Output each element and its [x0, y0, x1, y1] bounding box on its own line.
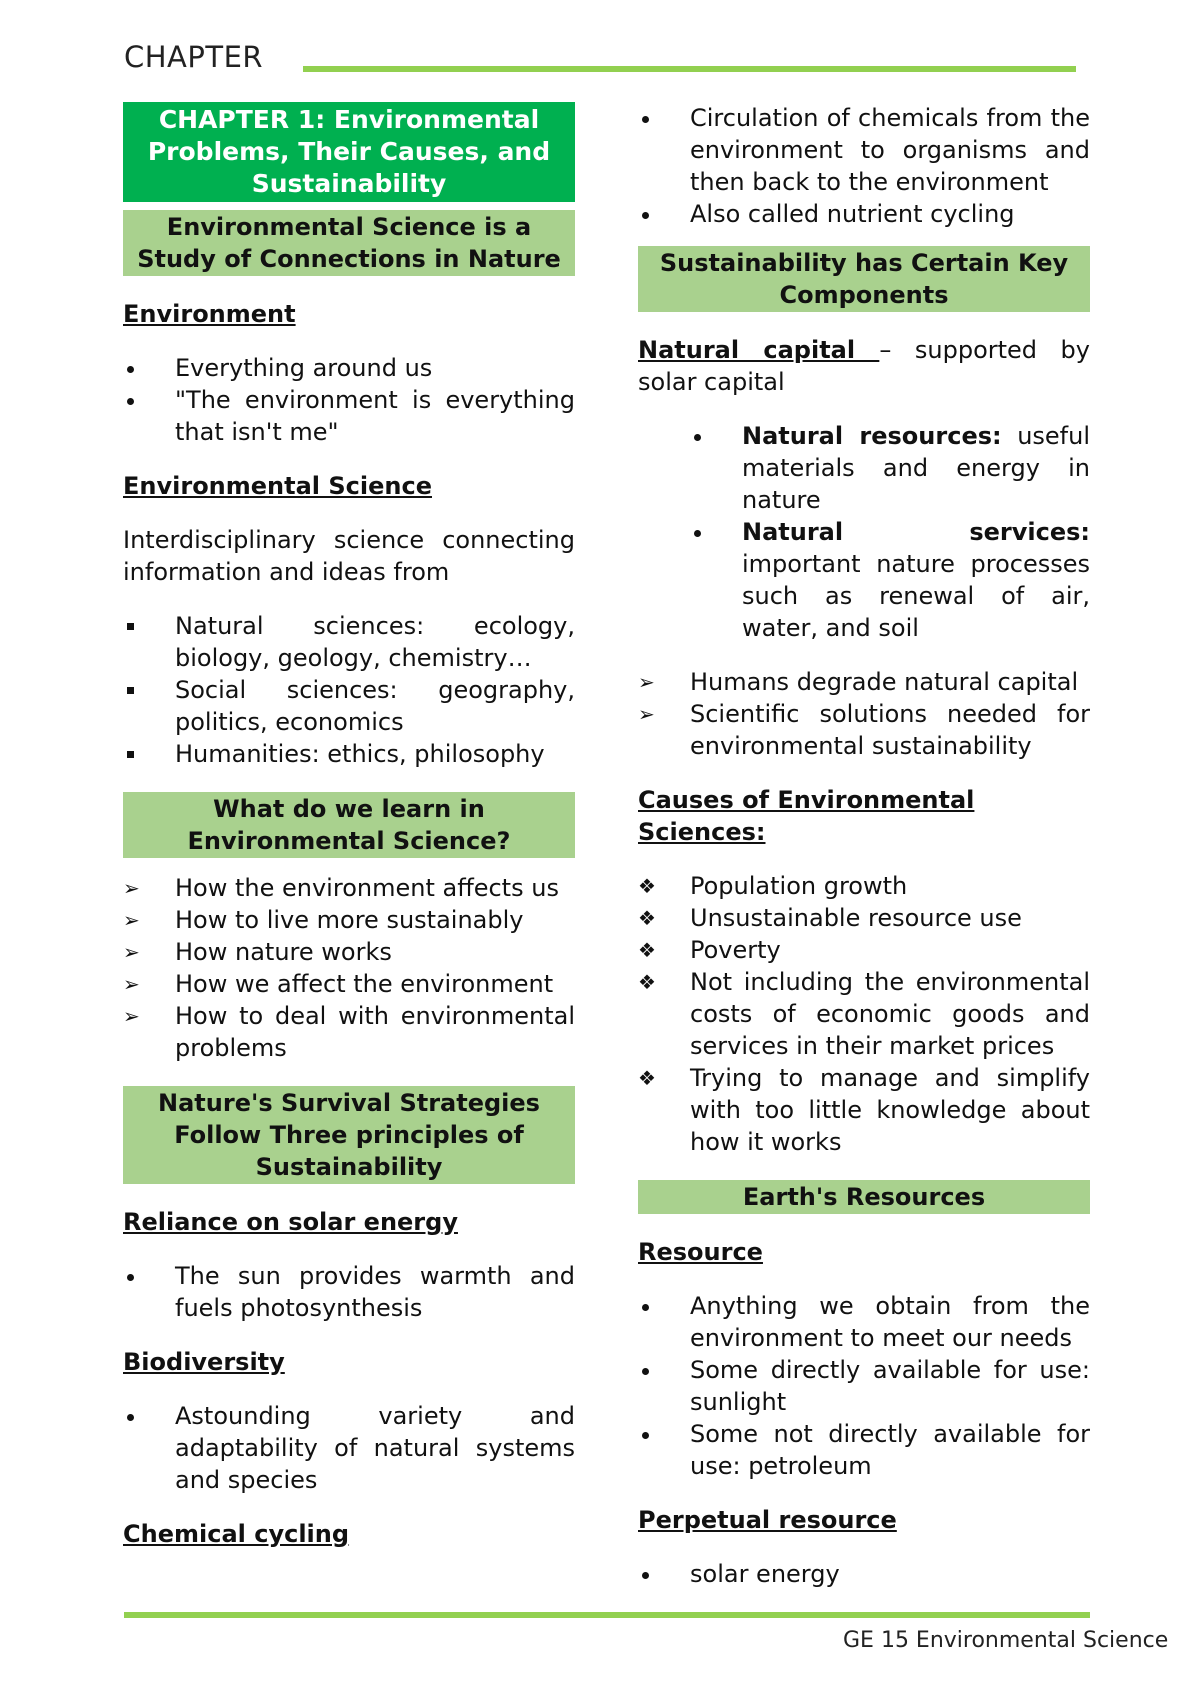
solar-list — [123, 1260, 575, 1324]
diamond-bullet-icon: ❖ — [638, 1066, 656, 1090]
natural-capital-paragraph — [638, 334, 1090, 398]
natural-capital-term: Natural capital — [638, 336, 880, 364]
diamond-bullet-icon: ❖ — [638, 906, 656, 930]
list-item — [123, 384, 575, 448]
biodiversity-list — [123, 1400, 575, 1496]
list-item-text: useful materials and energy in nature — [742, 422, 1090, 514]
list-item-text: Anything we obtain from the environment to meet our needs — [690, 1292, 1090, 1352]
chemical-cycling-list — [638, 102, 1090, 230]
resource-list — [638, 1290, 1090, 1482]
list-item-text: Natural sciences: ecology, biology, geology, chemistry… — [175, 612, 575, 672]
subheading-environment: Environment — [123, 300, 296, 328]
list-item-lead: Natural services: — [742, 518, 1090, 546]
list-item-text: Astounding variety and adaptability of natural systems and species — [175, 1402, 575, 1494]
list-item — [123, 872, 575, 904]
subheading-biodiversity: Biodiversity — [123, 1348, 285, 1376]
subheading-resource: Resource — [638, 1238, 763, 1266]
list-item-lead: Natural resources: — [742, 422, 1002, 450]
list-item-text: important nature processes such as renewal of air, water, and soil — [742, 550, 1090, 642]
arrow-bullet-icon: ➢ — [123, 908, 140, 932]
environment-list — [123, 352, 575, 448]
list-item — [638, 1290, 1090, 1354]
list-item — [638, 902, 1090, 934]
diamond-bullet-icon: ❖ — [638, 970, 656, 994]
list-item — [638, 698, 1090, 762]
arrow-bullet-icon: ➢ — [123, 876, 140, 900]
list-item-text: How to deal with environmental problems — [175, 1002, 575, 1062]
list-item — [638, 1418, 1090, 1482]
subheading-chemical-cycling: Chemical cycling — [123, 1520, 350, 1548]
capital-arrow-list — [638, 666, 1090, 762]
list-item-text: Unsustainable resource use — [690, 904, 1022, 932]
list-item-text: Circulation of chemicals from the environment to organisms and then back to the environment — [690, 104, 1090, 196]
list-item-text: Social sciences: geography, politics, economics — [175, 676, 575, 736]
list-item-text: Some directly available for use: sunlight — [690, 1356, 1090, 1416]
learn-list — [123, 872, 575, 1064]
footer-rule — [124, 1612, 1090, 1618]
arrow-bullet-icon: ➢ — [638, 702, 655, 726]
perpetual-list — [638, 1558, 1090, 1590]
list-item — [638, 1062, 1090, 1158]
list-item — [123, 352, 575, 384]
natural-capital-definition: – supported by solar capital — [638, 336, 1090, 396]
list-item — [638, 934, 1090, 966]
list-item — [123, 674, 575, 738]
env-science-paragraph: Interdisciplinary science connecting information and ideas from — [123, 526, 575, 586]
arrow-bullet-icon: ➢ — [638, 670, 655, 694]
list-item — [123, 610, 575, 674]
diamond-bullet-icon: ❖ — [638, 938, 656, 962]
chapter-header-label: CHAPTER — [124, 40, 264, 74]
chapter-title: CHAPTER 1: Environmental Problems, Their Causes, and Sustainability — [123, 102, 575, 202]
list-item — [638, 1558, 1090, 1590]
section-heading-key-components: Sustainability has Certain Key Components — [638, 246, 1090, 312]
list-item-text: Also called nutrient cycling — [690, 200, 1015, 228]
list-item-text: Poverty — [690, 936, 781, 964]
section-heading-earths-resources: Earth's Resources — [638, 1180, 1090, 1214]
list-item — [123, 936, 575, 968]
list-item-text: solar energy — [690, 1560, 840, 1588]
arrow-bullet-icon: ➢ — [123, 1004, 140, 1028]
diamond-bullet-icon: ❖ — [638, 874, 656, 898]
list-item-text: How nature works — [175, 938, 392, 966]
list-item — [638, 666, 1090, 698]
header-rule — [303, 66, 1076, 72]
list-item — [123, 968, 575, 1000]
section-heading-connections: Environmental Science is a Study of Connections in Nature — [123, 210, 575, 276]
list-item — [638, 420, 1090, 516]
arrow-bullet-icon: ➢ — [123, 940, 140, 964]
list-item-text: How we affect the environment — [175, 970, 554, 998]
list-item — [123, 738, 575, 770]
list-item-text: Trying to manage and simplify with too little knowledge about how it works — [690, 1064, 1090, 1156]
list-item-text: How the environment affects us — [175, 874, 559, 902]
list-item-text: Population growth — [690, 872, 908, 900]
section-heading-what-we-learn: What do we learn in Environmental Science? — [123, 792, 575, 858]
list-item — [638, 198, 1090, 230]
causes-list — [638, 870, 1090, 1158]
list-item-text: The sun provides warmth and fuels photosynthesis — [175, 1262, 575, 1322]
subheading-causes: Causes of Environmental Sciences: — [638, 786, 975, 846]
arrow-bullet-icon: ➢ — [123, 972, 140, 996]
list-item — [638, 102, 1090, 198]
subheading-solar-energy: Reliance on solar energy — [123, 1208, 458, 1236]
list-item — [123, 1260, 575, 1324]
list-item-text: Some not directly available for use: petroleum — [690, 1420, 1090, 1480]
list-item-text: How to live more sustainably — [175, 906, 524, 934]
section-heading-survival-strategies: Nature's Survival Strategies Follow Three principles of Sustainability — [123, 1086, 575, 1184]
list-item — [638, 966, 1090, 1062]
list-item-text: Humanities: ethics, philosophy — [175, 740, 545, 768]
list-item — [123, 904, 575, 936]
list-item — [638, 1354, 1090, 1418]
list-item — [123, 1400, 575, 1496]
subheading-perpetual-resource: Perpetual resource — [638, 1506, 897, 1534]
list-item-text: Scientific solutions needed for environmental sustainability — [690, 700, 1090, 760]
list-item-text: Not including the environmental costs of economic goods and services in their market prices — [690, 968, 1090, 1060]
natural-capital-list — [638, 420, 1090, 644]
right-column — [638, 102, 1090, 1612]
left-column — [123, 102, 575, 1572]
list-item — [638, 516, 1090, 644]
list-item-text: Everything around us — [175, 354, 433, 382]
env-science-list — [123, 610, 575, 770]
list-item-text: "The environment is everything that isn't me" — [175, 386, 575, 446]
footer-course-label: GE 15 Environmental Science — [843, 1628, 1169, 1653]
subheading-environmental-science: Environmental Science — [123, 472, 432, 500]
list-item — [123, 1000, 575, 1064]
list-item — [638, 870, 1090, 902]
list-item-text: Humans degrade natural capital — [690, 668, 1079, 696]
